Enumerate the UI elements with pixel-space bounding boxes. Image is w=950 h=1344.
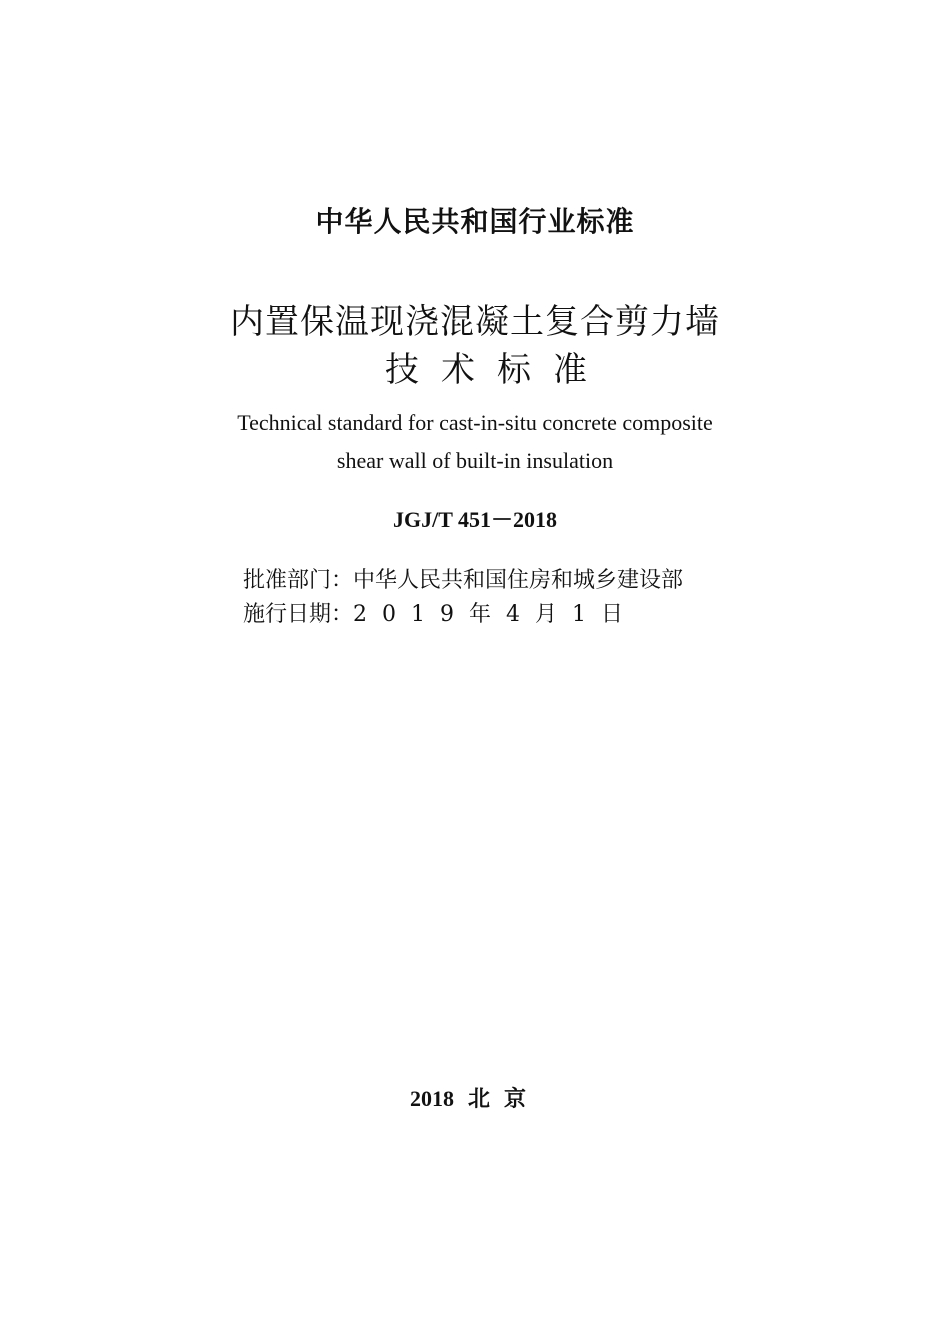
- effective-date-row: [243, 597, 638, 628]
- industry-standard-heading: 中华人民共和国行业标准: [315, 205, 635, 238]
- english-title-line-2: shear wall of built-in insulation: [336, 448, 614, 473]
- english-title-line-1: Technical standard for cast-in-situ concrete composite: [237, 410, 713, 435]
- publication-year: 2018: [409, 1086, 454, 1111]
- effective-date-label: 施行日期：: [243, 602, 354, 627]
- approval-department-value: 中华人民共和国住房和城乡建设部: [353, 568, 684, 593]
- standard-code: JGJ/T 451－2018: [392, 507, 557, 532]
- publication-place: 北京: [467, 1086, 540, 1111]
- chinese-title-line-2: 技术标准: [385, 350, 609, 390]
- approval-department-label: 批准部门：: [243, 568, 354, 593]
- chinese-title-line-1: 内置保温现浇混凝土复合剪力墙: [230, 302, 720, 342]
- effective-date-value: 2019年4月1日: [353, 602, 638, 627]
- publication-info: [0, 1082, 950, 1113]
- approval-department-row: [243, 563, 683, 594]
